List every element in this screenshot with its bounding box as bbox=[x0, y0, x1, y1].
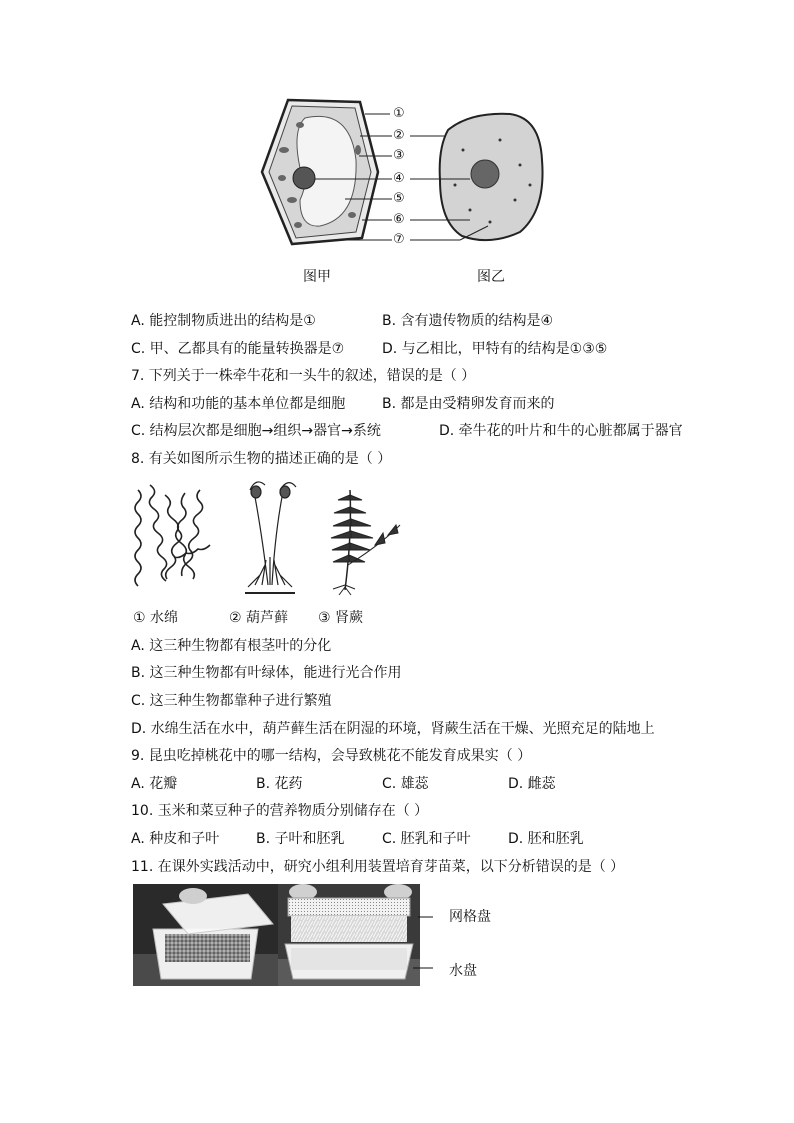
q8-option-b: B. 这三种生物都有叶绿体，能进行光合作用 bbox=[131, 665, 402, 681]
q7-option-c: C. 结构层次都是细胞→组织→器官→系统 bbox=[131, 423, 381, 439]
q8-label-fern: ③ 肾蕨 bbox=[318, 610, 364, 626]
caption-figure-left: 图甲 bbox=[303, 269, 331, 285]
plants-figure bbox=[0, 475, 794, 605]
q7-stem: 7. 下列关于一株牵牛花和一头牛的叙述，错误的是（ ） bbox=[131, 368, 476, 384]
q10-option-a: A. 种皮和子叶 bbox=[131, 831, 220, 847]
q10-stem: 10. 玉米和菜豆种子的营养物质分别储存在（ ） bbox=[131, 803, 429, 819]
marker-7: ⑦ bbox=[393, 232, 405, 247]
marker-3: ③ bbox=[393, 148, 405, 163]
q7-option-b: B. 都是由受精卵发育而来的 bbox=[382, 396, 555, 412]
q8-option-c: C. 这三种生物都靠种子进行繁殖 bbox=[131, 693, 332, 709]
q9-option-a: A. 花瓣 bbox=[131, 776, 178, 792]
label-water-tray: 水盘 bbox=[449, 963, 477, 979]
marker-4: ④ bbox=[393, 171, 405, 186]
q6-option-a: A. 能控制物质进出的结构是① bbox=[131, 313, 316, 329]
caption-figure-right: 图乙 bbox=[477, 269, 505, 285]
q8-stem: 8. 有关如图所示生物的描述正确的是（ ） bbox=[131, 451, 392, 467]
marker-6: ⑥ bbox=[393, 212, 405, 227]
marker-1: ① bbox=[393, 106, 405, 121]
moss-image bbox=[245, 482, 296, 593]
q10-option-d: D. 胚和胚乳 bbox=[508, 831, 584, 847]
q7-option-d: D. 牵牛花的叶片和牛的心脏都属于器官 bbox=[439, 423, 683, 439]
marker-5: ⑤ bbox=[393, 191, 405, 206]
q10-option-b: B. 子叶和胚乳 bbox=[256, 831, 345, 847]
q6-option-d: D. 与乙相比，甲特有的结构是①③⑤ bbox=[382, 341, 608, 357]
sprout-tray-photo bbox=[133, 884, 433, 986]
q9-option-b: B. 花药 bbox=[256, 776, 303, 792]
spirogyra-image bbox=[135, 485, 210, 586]
q8-option-a: A. 这三种生物都有根茎叶的分化 bbox=[131, 638, 332, 654]
q6-option-c: C. 甲、乙都具有的能量转换器是⑦ bbox=[131, 341, 345, 357]
q9-option-d: D. 雌蕊 bbox=[508, 776, 556, 792]
q9-option-c: C. 雄蕊 bbox=[382, 776, 429, 792]
animal-nucleus bbox=[471, 160, 499, 188]
q8-label-moss: ② 葫芦藓 bbox=[229, 610, 289, 626]
label-grid-tray: 网格盘 bbox=[449, 909, 491, 925]
q8-option-d: D. 水绵生活在水中，葫芦藓生活在阴湿的环境，肾蕨生活在干燥、光照充足的陆地上 bbox=[131, 721, 655, 737]
q9-stem: 9. 昆虫吃掉桃花中的哪一结构，会导致桃花不能发育成果实（ ） bbox=[131, 748, 532, 764]
q6-option-b: B. 含有遗传物质的结构是④ bbox=[382, 313, 554, 329]
marker-2: ② bbox=[393, 128, 405, 143]
fern-image bbox=[331, 490, 400, 595]
q7-option-a: A. 结构和功能的基本单位都是细胞 bbox=[131, 396, 346, 412]
q11-stem: 11. 在课外实践活动中，研究小组利用装置培育芽苗菜，以下分析错误的是（ ） bbox=[131, 859, 625, 875]
q10-option-c: C. 胚乳和子叶 bbox=[382, 831, 471, 847]
q8-label-spirogyra: ① 水绵 bbox=[133, 610, 179, 626]
plant-nucleus bbox=[293, 167, 315, 189]
